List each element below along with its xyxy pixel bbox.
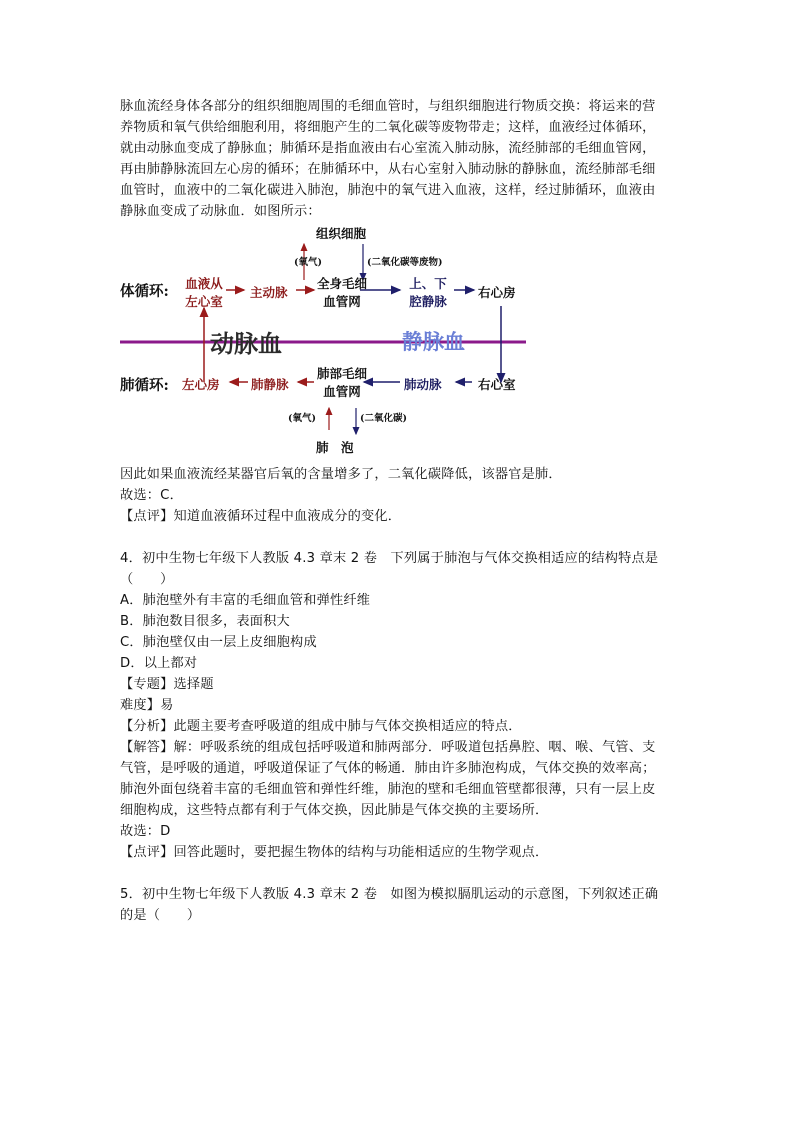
text-line: 就由动脉血变成了静脉血；肺循环是指血液由右心室流入肺动脉，流经肺部的毛细血管网， xyxy=(120,141,656,156)
option-c: C．肺泡壁仅由一层上皮细胞构成 xyxy=(120,635,317,650)
diagram-lines xyxy=(120,224,540,460)
difficulty-line: 难度】易 xyxy=(120,698,174,713)
solution-line: 气管，是呼吸的通道，呼吸道保证了气体的畅通．肺由许多肺泡构成，气体交换的效率高； xyxy=(120,761,656,776)
comment-line: 【点评】回答此题时，要把握生物体的结构与功能相适应的生物学观点． xyxy=(120,845,549,860)
answer-line: 故选：C． xyxy=(120,488,183,503)
circulation-diagram xyxy=(120,224,540,460)
analysis-line: 【分析】此题主要考查呼吸道的组成中肺与气体交换相适应的特点． xyxy=(120,719,522,734)
spacer xyxy=(120,527,680,548)
text-line: 养物质和氧气供给细胞利用，将细胞产生的二氧化碳等废物带走；这样，血液经过体循环， xyxy=(120,120,656,135)
solution-line: 【解答】解：呼吸系统的组成包括呼吸道和肺两部分．呼吸道包括鼻腔、咽、喉、气管、支 xyxy=(120,740,656,755)
answer-line: 故选：D xyxy=(120,824,171,839)
label-alveoli: 肺 泡 xyxy=(316,440,354,455)
label-lung-capillary-2: 血管网 xyxy=(323,384,361,399)
question-5 xyxy=(120,884,680,926)
label-co2-waste: (二氧化碳等废物) xyxy=(367,257,443,268)
solution-line: 细胞构成，这些特点都有利于气体交换，因此肺是气体交换的主要场所． xyxy=(120,803,549,818)
question-stem-paren: 的是（ ） xyxy=(120,908,201,923)
label-vena-cava-2: 腔静脉 xyxy=(409,294,447,309)
option-a: A．肺泡壁外有丰富的毛细血管和弹性纤维 xyxy=(120,593,371,608)
label-pulmonary: 肺循环: xyxy=(120,377,169,394)
text-line: 血管时，血液中的二氧化碳进入肺泡，肺泡中的氧气进入血液，这样，经过肺循环，血液由 xyxy=(120,183,656,198)
label-blood-from: 血液从 xyxy=(185,276,223,291)
text-line: 再由肺静脉流回左心房的循环；在肺循环中，从右心室射入肺动脉的静脉血，流经肺部毛细 xyxy=(120,162,656,177)
label-co2-bottom: (二氧化碳) xyxy=(360,413,407,424)
label-arterial-blood: 动脉血 xyxy=(210,329,282,358)
label-lung-capillary: 肺部毛细 xyxy=(316,366,367,381)
question-stem: 5．初中生物七年级下人教版 4.3 章末 2 卷 如图为模拟膈肌运动的示意图，下列叙述正确 xyxy=(120,887,659,902)
label-left-ventricle: 左心室 xyxy=(185,294,223,309)
text-line: 脉血流经身体各部分的组织细胞周围的毛细血管时，与组织细胞进行物质交换：将运来的营 xyxy=(120,99,656,114)
document-page xyxy=(120,96,680,926)
label-aorta: 主动脉 xyxy=(250,285,288,300)
text-line: 静脉血变成了动脉血．如图所示： xyxy=(120,204,321,219)
label-tissue-cells: 组织细胞 xyxy=(316,226,367,241)
label-right-atrium: 右心房 xyxy=(478,285,516,300)
label-systemic: 体循环: xyxy=(120,283,169,300)
text-line: 因此如果血液流经某器官后氧的含量增多了，二氧化碳降低，该器官是肺． xyxy=(120,467,562,482)
label-oxygen-bottom: (氧气) xyxy=(288,413,316,424)
label-pulmonary-vein: 肺静脉 xyxy=(251,377,289,392)
comment-line: 【点评】知道血液循环过程中血液成分的变化． xyxy=(120,509,402,524)
topic-line: 【专题】选择题 xyxy=(120,677,214,692)
label-body-capillary-2: 血管网 xyxy=(323,294,361,309)
label-right-ventricle: 右心室 xyxy=(478,377,516,392)
label-vena-cava: 上、下 xyxy=(409,276,447,291)
option-b: B．肺泡数目很多，表面积大 xyxy=(120,614,290,629)
spacer xyxy=(120,863,680,884)
solution-line: 肺泡外面包绕着丰富的毛细血管和弹性纤维，肺泡的壁和毛细血管壁都很薄，只有一层上皮 xyxy=(120,782,656,797)
question-4 xyxy=(120,548,680,863)
intro-paragraph xyxy=(120,96,680,222)
label-left-atrium: 左心房 xyxy=(182,377,220,392)
label-pulmonary-artery: 肺动脉 xyxy=(404,377,442,392)
label-venous-blood: 静脉血 xyxy=(402,329,465,354)
label-body-capillary: 全身毛细 xyxy=(316,276,367,291)
option-d: D．以上都对 xyxy=(120,656,198,671)
question-stem-paren: （ ） xyxy=(120,572,174,587)
conclusion-block xyxy=(120,464,680,527)
label-oxygen-top: (氧气) xyxy=(294,257,322,268)
question-stem: 4．初中生物七年级下人教版 4.3 章末 2 卷 下列属于肺泡与气体交换相适应的结构特点是 xyxy=(120,551,659,566)
